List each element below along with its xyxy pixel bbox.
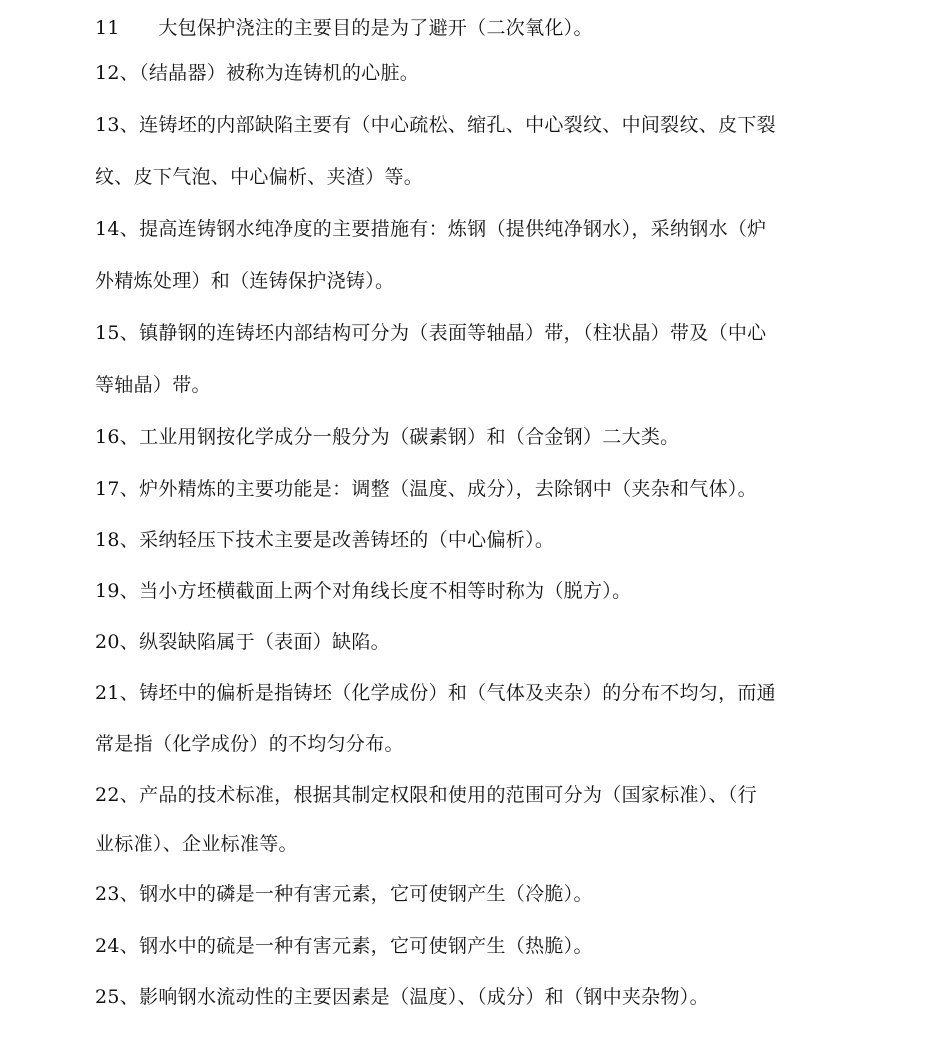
text-line: 14、提高连铸钢水纯净度的主要措施有：炼钢（提供纯净钢水），采纳钢水（炉 — [95, 218, 767, 240]
text-line: 24、钢水中的硫是一种有害元素，它可使钢产生（热脆）。 — [95, 935, 593, 957]
text-line: 业标准）、企业标准等。 — [95, 833, 298, 855]
text-line: 19、当小方坯横截面上两个对角线长度不相等时称为（脱方）。 — [95, 580, 632, 602]
text-line: 18、采纳轻压下技术主要是改善铸坯的（中心偏析）。 — [95, 529, 555, 551]
text-line: 22、产品的技术标准，根据其制定权限和使用的范围可分为（国家标准）、（行 — [95, 784, 757, 806]
text-line: 常是指（化学成份）的不均匀分布。 — [95, 733, 404, 755]
text-line: 20、纵裂缺陷属于（表面）缺陷。 — [95, 631, 390, 653]
text-line: 纹、皮下气泡、中心偏析、夹渣）等。 — [95, 166, 424, 188]
text-line: 12、（结晶器）被称为连铸机的心脏。 — [95, 62, 420, 84]
text-line: 13、连铸坯的内部缺陷主要有（中心疏松、缩孔、中心裂纹、中间裂纹、皮下裂 — [95, 114, 776, 136]
text-line: 15、镇静钢的连铸坯内部结构可分为（表面等轴晶）带，（柱状晶）带及（中心 — [95, 322, 767, 344]
text-line: 17、炉外精炼的主要功能是：调整（温度、成分），去除钢中（夹杂和气体）。 — [95, 478, 757, 500]
text-line: 11 大包保护浇注的主要目的是为了避开（二次氧化）。 — [95, 17, 593, 39]
text-line: 外精炼处理）和（连铸保护浇铸）。 — [95, 270, 395, 292]
text-line: 21、铸坯中的偏析是指铸坯（化学成份）和（气体及夹杂）的分布不均匀，而通 — [95, 682, 776, 704]
text-line: 16、工业用钢按化学成分一般分为（碳素钢）和（合金钢）二大类。 — [95, 426, 680, 448]
text-line: 25、影响钢水流动性的主要因素是（温度）、（成分）和（钢中夹杂物）。 — [95, 986, 709, 1008]
text-line: 23、钢水中的磷是一种有害元素，它可使钢产生（冷脆）。 — [95, 883, 593, 905]
text-line: 等轴晶）带。 — [95, 374, 211, 396]
